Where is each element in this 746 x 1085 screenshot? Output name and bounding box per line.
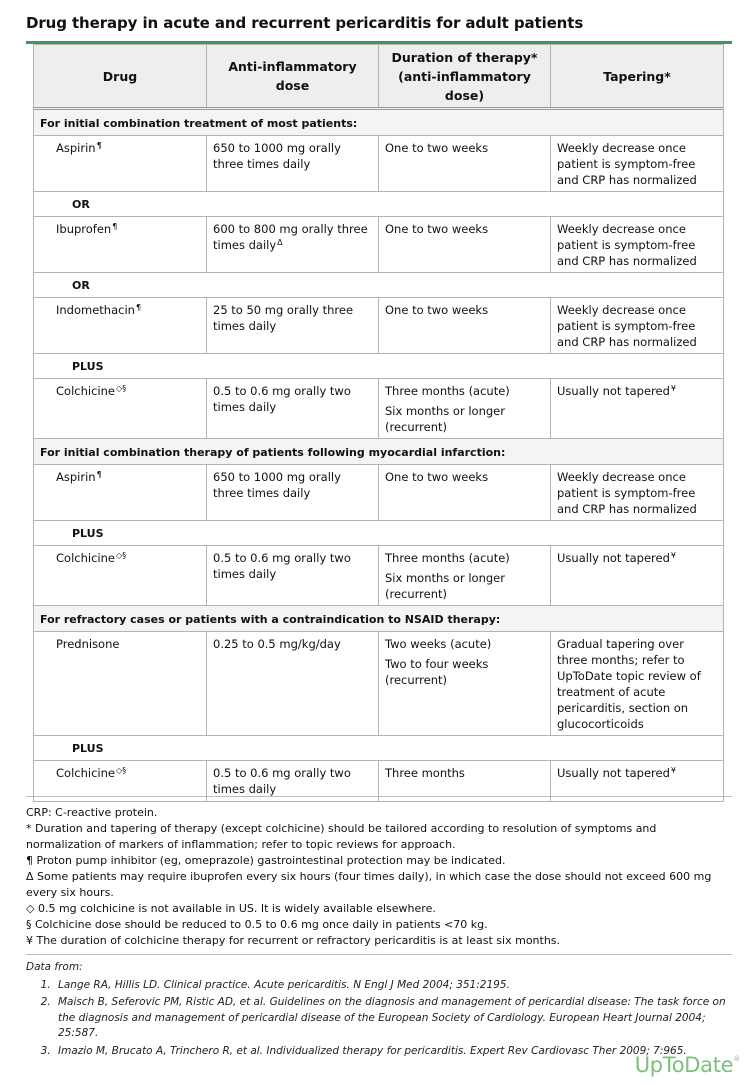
tapering-text: Usually not tapered xyxy=(557,551,670,565)
reference-item: 2. Maisch B, Seferovic PM, Ristic AD, et al. Guidelines on the diagnosis and management of pericardial disease: The task force on the diagnosis and management of pericardial disease of the European Society of Cardiology. European Heart Journal 2004; 25:587. xyxy=(54,995,732,1042)
dose-text: 650 to 1000 mg orally three times daily xyxy=(213,141,341,171)
table-row xyxy=(34,632,724,736)
dose-cell xyxy=(207,298,379,354)
duration-cell xyxy=(379,298,551,354)
tapering-text: Weekly decrease once patient is symptom-free and CRP has normalized xyxy=(557,141,697,187)
table-row xyxy=(34,465,724,521)
tapering-cell xyxy=(551,632,724,736)
drug-cell xyxy=(34,298,207,354)
tapering-text: Weekly decrease once patient is symptom-free and CRP has normalized xyxy=(557,470,697,516)
drug-cell xyxy=(34,632,207,736)
tapering-text: Usually not tapered xyxy=(557,384,670,398)
drug-name: Prednisone xyxy=(56,637,120,651)
dose-text: 0.25 to 0.5 mg/kg/day xyxy=(213,637,341,651)
footnotes xyxy=(26,805,732,949)
tapering-text: Weekly decrease once patient is symptom-free and CRP has normalized xyxy=(557,222,697,268)
drug-name: Colchicine xyxy=(56,551,115,565)
duration-text: Two to four weeks (recurrent) xyxy=(385,657,489,687)
connector-label: PLUS xyxy=(34,521,724,546)
footnote-mark: ¶ xyxy=(135,303,142,312)
duration-text: Three months (acute) xyxy=(385,384,510,398)
duration-cell xyxy=(379,546,551,606)
footnote: ¥ The duration of colchicine therapy for recurrent or refractory pericarditis is at least six months. xyxy=(26,934,561,947)
footnote-mark: ◇§ xyxy=(115,384,127,393)
footnote: * Duration and tapering of therapy (except colchicine) should be tailored according to resolution of symptoms and normalization of markers of inflammation; refer to topic reviews for approach. xyxy=(26,822,657,851)
footnote: ¶ Proton pump inhibitor (eg, omeprazole) gastrointestinal protection may be indicated. xyxy=(26,854,506,867)
connector-row xyxy=(34,521,724,546)
dose-text: 650 to 1000 mg orally three times daily xyxy=(213,470,341,500)
footnote-mark: ¶ xyxy=(96,470,102,479)
dose-cell xyxy=(207,136,379,192)
footnote: CRP: C-reactive protein. xyxy=(26,806,158,819)
drug-cell xyxy=(34,465,207,521)
footnote: ◇ 0.5 mg colchicine is not available in US. It is widely available elsewhere. xyxy=(26,902,436,915)
section-label: For initial combination treatment of most patients: xyxy=(34,109,724,136)
connector-row xyxy=(34,736,724,761)
table-row xyxy=(34,379,724,439)
drug-name: Aspirin xyxy=(56,141,96,155)
duration-cell xyxy=(379,632,551,736)
duration-cell xyxy=(379,136,551,192)
drug-cell xyxy=(34,136,207,192)
dose-text: 0.5 to 0.6 mg orally two times daily xyxy=(213,766,351,796)
footnote-mark: ¶ xyxy=(112,222,118,231)
footnote-mark: ¶ xyxy=(96,141,102,150)
connector-row xyxy=(34,192,724,217)
footnote-mark: ¥ xyxy=(670,766,676,775)
drug-name: Aspirin xyxy=(56,470,96,484)
duration-text: Three months (acute) xyxy=(385,551,510,565)
table-row xyxy=(34,546,724,606)
tapering-cell xyxy=(551,217,724,273)
drug-name: Colchicine xyxy=(56,384,115,398)
tapering-cell xyxy=(551,298,724,354)
footnote: Δ Some patients may require ibuprofen every six hours (four times daily), in which case the dose should not exceed 600 mg every six hours. xyxy=(26,870,712,899)
table-row xyxy=(34,136,724,192)
duration-text: Two weeks (acute) xyxy=(385,637,492,651)
footnote-mark: ¥ xyxy=(670,384,676,393)
dose-cell xyxy=(207,632,379,736)
references-heading: Data from: xyxy=(26,961,83,973)
tapering-text: Usually not tapered xyxy=(557,766,670,780)
header-tapering: Tapering* xyxy=(551,45,724,109)
drug-name: Indomethacin xyxy=(56,303,135,317)
section-label: For refractory cases or patients with a contraindication to NSAID therapy: xyxy=(34,606,724,632)
uptodate-logo xyxy=(635,1053,740,1077)
duration-text: Six months or longer (recurrent) xyxy=(385,404,505,434)
tapering-cell xyxy=(551,379,724,439)
drug-name: Colchicine xyxy=(56,766,115,780)
connector-label: OR xyxy=(34,192,724,217)
section-row xyxy=(34,439,724,465)
connector-label: OR xyxy=(34,273,724,298)
duration-text: Six months or longer (recurrent) xyxy=(385,571,505,601)
references-divider xyxy=(26,954,732,955)
footnote-mark: ◇§ xyxy=(115,551,127,560)
dose-cell xyxy=(207,379,379,439)
duration-text: One to two weeks xyxy=(385,222,489,236)
duration-text: One to two weeks xyxy=(385,470,489,484)
dose-cell xyxy=(207,465,379,521)
section-row xyxy=(34,606,724,632)
duration-text: Three months xyxy=(385,766,465,780)
dose-cell xyxy=(207,546,379,606)
duration-text: One to two weeks xyxy=(385,141,489,155)
tapering-text: Weekly decrease once patient is symptom-free and CRP has normalized xyxy=(557,303,697,349)
dose-text: 0.5 to 0.6 mg orally two times daily xyxy=(213,551,351,581)
table-header-row xyxy=(34,45,724,109)
footnote-mark: ¥ xyxy=(670,551,676,560)
header-duration: Duration of therapy* (anti-inflammatory dose) xyxy=(379,45,551,109)
duration-cell xyxy=(379,217,551,273)
dose-text: 0.5 to 0.6 mg orally two times daily xyxy=(213,384,351,414)
reference-item: 1. Lange RA, Hillis LD. Clinical practice. Acute pericarditis. N Engl J Med 2004; 351:2195. xyxy=(54,978,732,994)
dose-cell xyxy=(207,217,379,273)
header-dose: Anti-inflammatory dose xyxy=(207,45,379,109)
page-title: Drug therapy in acute and recurrent pericarditis for adult patients xyxy=(26,14,584,32)
logo-text: UpToDate xyxy=(634,1053,734,1077)
duration-text: One to two weeks xyxy=(385,303,489,317)
connector-row xyxy=(34,354,724,379)
dose-text: 25 to 50 mg orally three times daily xyxy=(213,303,354,333)
drug-cell xyxy=(34,546,207,606)
tapering-cell xyxy=(551,136,724,192)
footnote: § Colchicine dose should be reduced to 0.5 to 0.6 mg once daily in patients <70 kg. xyxy=(26,918,488,931)
footnote-divider xyxy=(26,796,732,797)
table-row xyxy=(34,298,724,354)
drug-therapy-table xyxy=(33,44,724,802)
duration-cell xyxy=(379,379,551,439)
connector-label: PLUS xyxy=(34,354,724,379)
duration-cell xyxy=(379,465,551,521)
section-row xyxy=(34,109,724,136)
tapering-text: Gradual tapering over three months; refer to UpToDate topic review of treatment of acute pericarditis, section on glucocorticoids xyxy=(557,637,701,731)
drug-name: Ibuprofen xyxy=(56,222,112,236)
connector-row xyxy=(34,273,724,298)
table-row xyxy=(34,217,724,273)
drug-cell xyxy=(34,379,207,439)
drug-cell xyxy=(34,217,207,273)
connector-label: PLUS xyxy=(34,736,724,761)
tapering-cell xyxy=(551,546,724,606)
section-label: For initial combination therapy of patients following myocardial infarction: xyxy=(34,439,724,465)
registered-mark: ® xyxy=(733,1055,740,1063)
header-drug: Drug xyxy=(34,45,207,109)
tapering-cell xyxy=(551,465,724,521)
reference-item: 3. Imazio M, Brucato A, Trinchero R, et al. Individualized therapy for pericarditis. Expert Rev Cardiovasc Ther 2009; 7:965. xyxy=(54,1044,732,1060)
dose-text: 600 to 800 mg orally three times daily xyxy=(213,222,368,252)
footnote-mark: Δ xyxy=(277,238,283,247)
references xyxy=(26,960,732,1061)
footnote-mark: ◇§ xyxy=(115,766,127,775)
